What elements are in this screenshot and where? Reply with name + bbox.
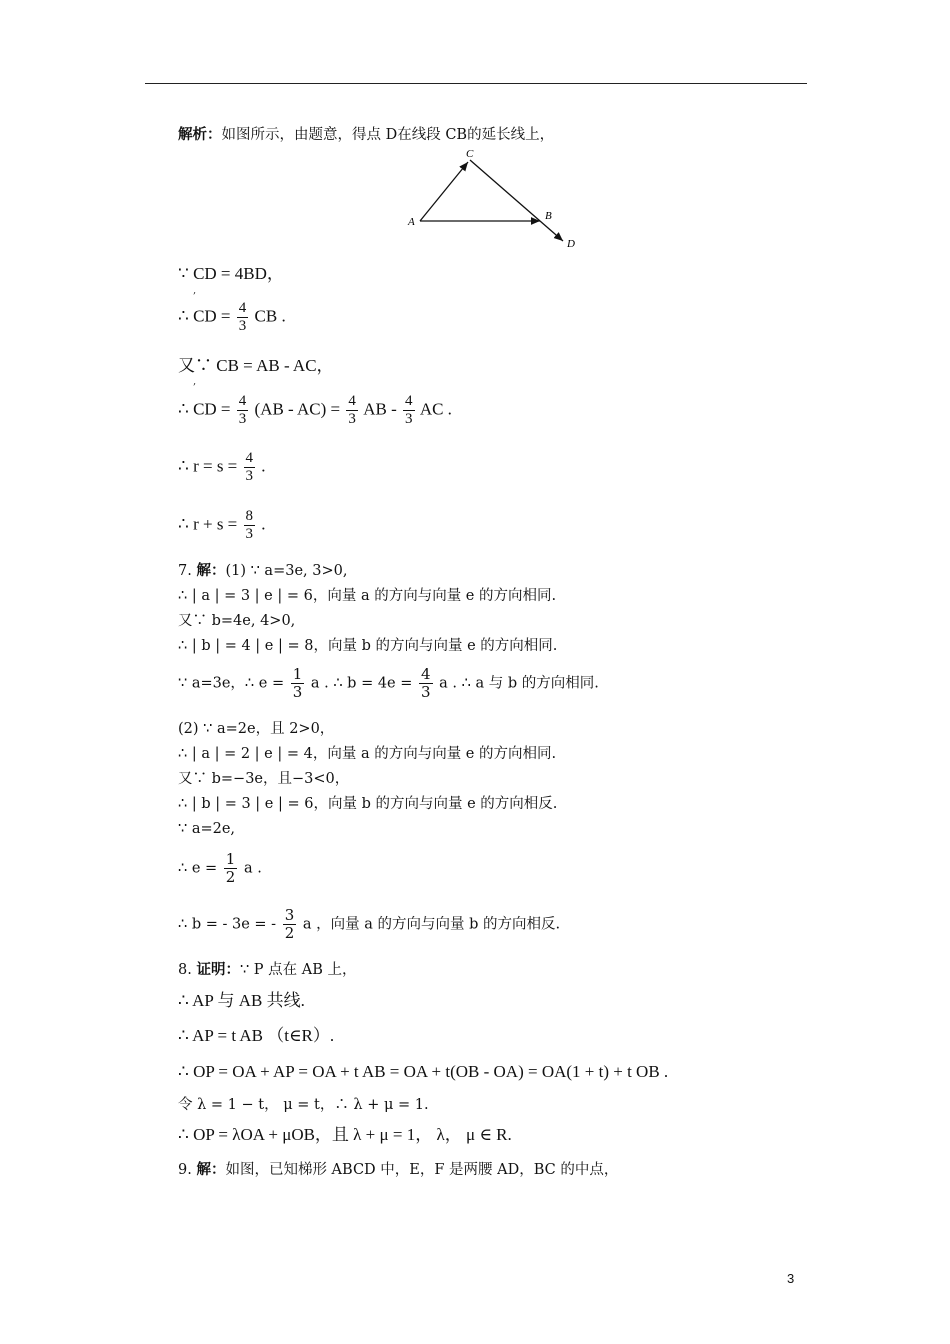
p7-line4: ∵ a=3e，∴ e = $\frac{1}{3}$ a . ∴ b = 4e = $\frac{4}{3}$ a . ∴ a 与 b 的方向相同. <box>178 665 599 701</box>
p7-line3: ∴ | b | = 4 | e | = 8，向量 b 的方向与向量 e 的方向相同. <box>178 638 558 654</box>
solution-intro <box>178 125 554 145</box>
p6-line5: ∴ r = s = $\frac{4}{3}$ . <box>178 450 266 484</box>
p7-line11: ∴ b = - 3e = - $\frac{3}{2}$ a ，向量 a 的方向与向量 b 的方向相反. <box>178 906 561 942</box>
fraction: $\frac{1}{2}$ <box>225 850 236 886</box>
p6-line2: ∴ CD = $\frac{4}{3}$ CB . <box>178 300 286 334</box>
solution-intro-text: 如图所示，由题意，得点 D在线段 CB的延长线上， <box>221 127 555 143</box>
p6-line3: 又∵ CB = AB - AC， <box>178 356 334 375</box>
p6-line4: ∴ CD = $\frac{4}{3}$ (AB - AC) = $\frac{4}{3}$ AB - $\frac{4}{3}$ AC . <box>178 393 452 427</box>
fraction: $\frac{4}{3}$ <box>245 450 254 484</box>
p7-line1: ∴ | a | = 3 | e | = 6，向量 a 的方向与向量 e 的方向相同. <box>178 588 557 604</box>
solution-label: 解析： <box>178 126 222 143</box>
p7-line8: ∴ | b | = 3 | e | = 6，向量 b 的方向与向量 e 的方向相反. <box>178 796 558 812</box>
vector-triangle-figure <box>400 145 590 255</box>
page-number: 3 <box>787 1271 795 1286</box>
label-C: C <box>466 148 474 160</box>
fraction: $\frac{3}{2}$ <box>284 906 295 942</box>
vector-tick-mark: , <box>193 376 197 387</box>
vector-CD <box>470 160 563 241</box>
label-B: B <box>545 210 552 222</box>
p7-heading: 7. 解：(1) ∵ a=3e, 3>0, <box>178 562 348 579</box>
p7-line7: 又∵ b=−3e，且−3<0， <box>178 771 350 787</box>
fraction: $\frac{4}{3}$ <box>405 393 413 427</box>
p9-heading: 9. 解：如图，已知梯形 ABCD 中，E，F 是两腰 AD，BC 的中点， <box>178 1161 619 1178</box>
header-rule <box>145 83 807 84</box>
vector-tick-mark: , <box>193 285 197 296</box>
p8-line2: ∴ AP = t AB （t∈R）. <box>178 1026 335 1045</box>
p8-line3: ∴ OP = OA + AP = OA + t AB = OA + t(OB - OA) = OA(1 + t) + t OB . <box>178 1062 669 1081</box>
p7-line5: (2) ∵ a=2e，且 2>0， <box>178 721 335 737</box>
label-D: D <box>567 238 575 250</box>
p8-line4: 令 λ = 1 − t， μ = t，∴ λ + μ = 1. <box>178 1097 429 1113</box>
fraction: $\frac{4}{3}$ <box>238 300 247 334</box>
fraction: $\frac{4}{3}$ <box>348 393 356 427</box>
p8-heading: 8. 证明：∵ P 点在 AB 上， <box>178 961 357 978</box>
fraction: $\frac{4}{3}$ <box>238 393 247 427</box>
p7-line6: ∴ | a | = 2 | e | = 4，向量 a 的方向与向量 e 的方向相同. <box>178 746 557 762</box>
p6-line1: ∵ CD = 4BD， <box>178 264 284 283</box>
fraction: $\frac{1}{3}$ <box>292 665 303 701</box>
p6-line6: ∴ r + s = $\frac{8}{3}$ . <box>178 508 266 542</box>
p8-line5: ∴ OP = λOA + μOB，且 λ + μ = 1， λ， μ ∈ R. <box>178 1125 512 1144</box>
vector-AC <box>420 162 468 221</box>
fraction: $\frac{4}{3}$ <box>421 665 431 701</box>
p7-line2: 又∵ b=4e, 4>0, <box>178 613 296 629</box>
p8-line1: ∴ AP 与 AB 共线. <box>178 991 305 1010</box>
p7-line10: ∴ e = $\frac{1}{2}$ a . <box>178 850 262 886</box>
p7-line9: ∵ a=2e, <box>178 821 236 837</box>
label-A: A <box>408 216 415 228</box>
fraction: $\frac{8}{3}$ <box>245 508 254 542</box>
